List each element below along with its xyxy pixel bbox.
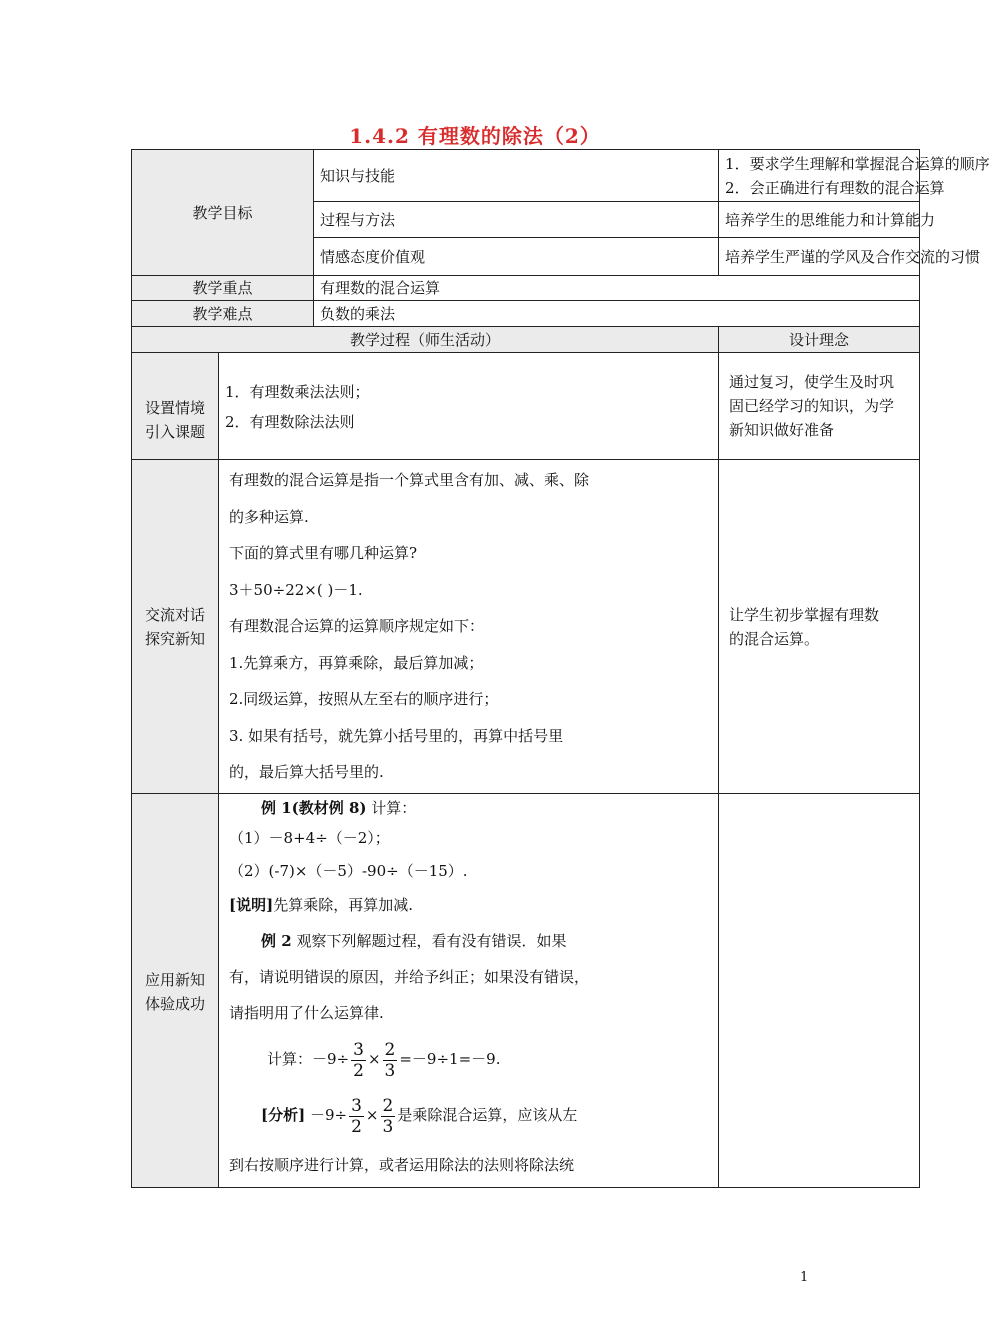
section-label	[132, 794, 219, 1188]
content-line: 2.同级运算，按照从左至右的顺序进行；	[229, 690, 499, 709]
section-content	[219, 794, 719, 1188]
design-line: 新知识做好准备	[729, 421, 835, 439]
fraction-numerator: 3	[353, 1039, 364, 1060]
process-header-row	[132, 327, 920, 353]
calc-suffix: =－9÷1=－9.	[399, 1050, 501, 1068]
content-line: 3. 如果有括号，就先算小括号里的，再算中括号里	[229, 726, 564, 745]
key-point-label: 教学重点	[132, 276, 314, 301]
design-note	[719, 460, 920, 794]
section-content	[219, 460, 719, 794]
content-line: 1．有理数乘法法则；	[225, 383, 370, 401]
section-label-line: 应用新知	[144, 970, 205, 989]
design-header: 设计理念	[719, 327, 920, 353]
objective-name: 过程与方法	[314, 202, 719, 238]
section-intro-row	[132, 353, 920, 460]
example2-heading	[229, 923, 712, 959]
section-label	[132, 353, 219, 460]
objectives-label: 教学目标	[132, 150, 314, 276]
design-line: 固已经学习的知识，为学	[729, 397, 895, 415]
example2-title: 例 2	[261, 932, 292, 950]
content-line: 下面的算式里有哪几种运算?	[229, 544, 418, 563]
page-number: 1	[800, 1270, 809, 1285]
process-header: 教学过程（师生活动）	[132, 327, 719, 353]
objective-line: 1．要求学生理解和掌握混合运算的顺序	[725, 154, 990, 173]
section-content	[219, 353, 719, 460]
times-sign: ×	[365, 1106, 379, 1124]
objective-line: 2．会正确进行有理数的混合运算	[725, 178, 945, 197]
document-title: 1.4.2 有理数的除法（2）	[349, 124, 601, 148]
section-label-line: 设置情境	[144, 399, 205, 417]
design-note	[719, 794, 920, 1188]
objective-value: 培养学生的思维能力和计算能力	[719, 202, 920, 238]
fraction-denominator: 2	[351, 1116, 362, 1137]
analysis-text: 到右按顺序进行计算，或者运用除法的法则将除法统	[229, 1156, 575, 1174]
design-line: 的混合运算。	[729, 629, 820, 648]
content-line: 1.先算乘方，再算乘除，最后算加减；	[229, 653, 484, 672]
fraction	[349, 1096, 364, 1137]
objective-name: 情感态度价值观	[314, 238, 719, 276]
analysis-line	[229, 1087, 712, 1143]
note-line	[229, 888, 712, 923]
example1-item: （1）－8+4÷（－2）；	[229, 829, 390, 847]
section-explore-row	[132, 460, 920, 794]
content-line: 的，最后算大括号里的.	[229, 763, 384, 782]
objective-row-knowledge	[132, 150, 920, 202]
fraction-numerator: 2	[382, 1095, 394, 1116]
section-label-line: 引入课题	[144, 423, 205, 441]
objective-value	[719, 150, 990, 202]
fraction	[383, 1040, 398, 1081]
fraction-denominator: 3	[382, 1116, 394, 1137]
calc-formula	[229, 1031, 712, 1087]
fraction	[381, 1096, 396, 1137]
example2-text: 观察下列解题过程，看有没有错误．如果	[291, 932, 567, 950]
times-sign: ×	[367, 1050, 381, 1068]
calc-prefix: 计算：－9÷	[267, 1050, 350, 1068]
fraction-denominator: 2	[353, 1060, 364, 1081]
objective-name: 知识与技能	[314, 150, 719, 202]
section-label	[132, 460, 219, 794]
objective-value: 培养学生严谨的学风及合作交流的习惯	[719, 238, 920, 276]
section-label-line: 交流对话	[144, 605, 205, 624]
design-line: 通过复习，使学生及时巩	[729, 373, 895, 391]
section-label-line: 体验成功	[144, 994, 205, 1013]
fraction-numerator: 3	[351, 1095, 362, 1116]
fraction-denominator: 3	[384, 1060, 396, 1081]
design-line: 让学生初步掌握有理数	[729, 605, 880, 624]
key-point-value: 有理数的混合运算	[314, 276, 920, 301]
example1-title: 例 1(教材例 8)	[261, 799, 367, 817]
section-label-line: 探究新知	[144, 629, 205, 648]
section-apply-row	[132, 794, 920, 1188]
analysis-prefix: －9÷	[305, 1106, 348, 1124]
example2-text: 请指明用了什么运算律.	[229, 1004, 384, 1022]
content-line: 有理数的混合运算是指一个算式里含有加、减、乘、除	[229, 471, 590, 490]
fraction-numerator: 2	[384, 1039, 396, 1060]
fraction	[351, 1040, 366, 1081]
analysis-label: [分析]	[261, 1106, 306, 1124]
example1-item: （2）(-7)×（－5）-90÷（－15）.	[229, 862, 468, 880]
example1-tail: 计算：	[366, 799, 417, 817]
content-line: 有理数混合运算的运算顺序规定如下：	[229, 617, 485, 636]
content-line: 3＋50÷22×( )－1.	[229, 580, 363, 599]
note-text: 先算乘除，再算加减.	[273, 896, 413, 914]
content-line: 的多种运算.	[229, 507, 309, 526]
key-point-row	[132, 276, 920, 301]
analysis-suffix: 是乘除混合运算，应该从左	[397, 1106, 578, 1124]
note-label: [说明]	[229, 896, 274, 914]
difficulty-value: 负数的乘法	[314, 301, 920, 327]
difficulty-label: 教学难点	[132, 301, 314, 327]
design-note	[719, 353, 920, 460]
example1-heading	[229, 794, 712, 822]
content-line: 2．有理数除法法则	[225, 413, 355, 431]
difficulty-row	[132, 301, 920, 327]
lesson-plan-table	[131, 149, 990, 1188]
example2-text: 有，请说明错误的原因，并给予纠正；如果没有错误，	[229, 968, 590, 986]
